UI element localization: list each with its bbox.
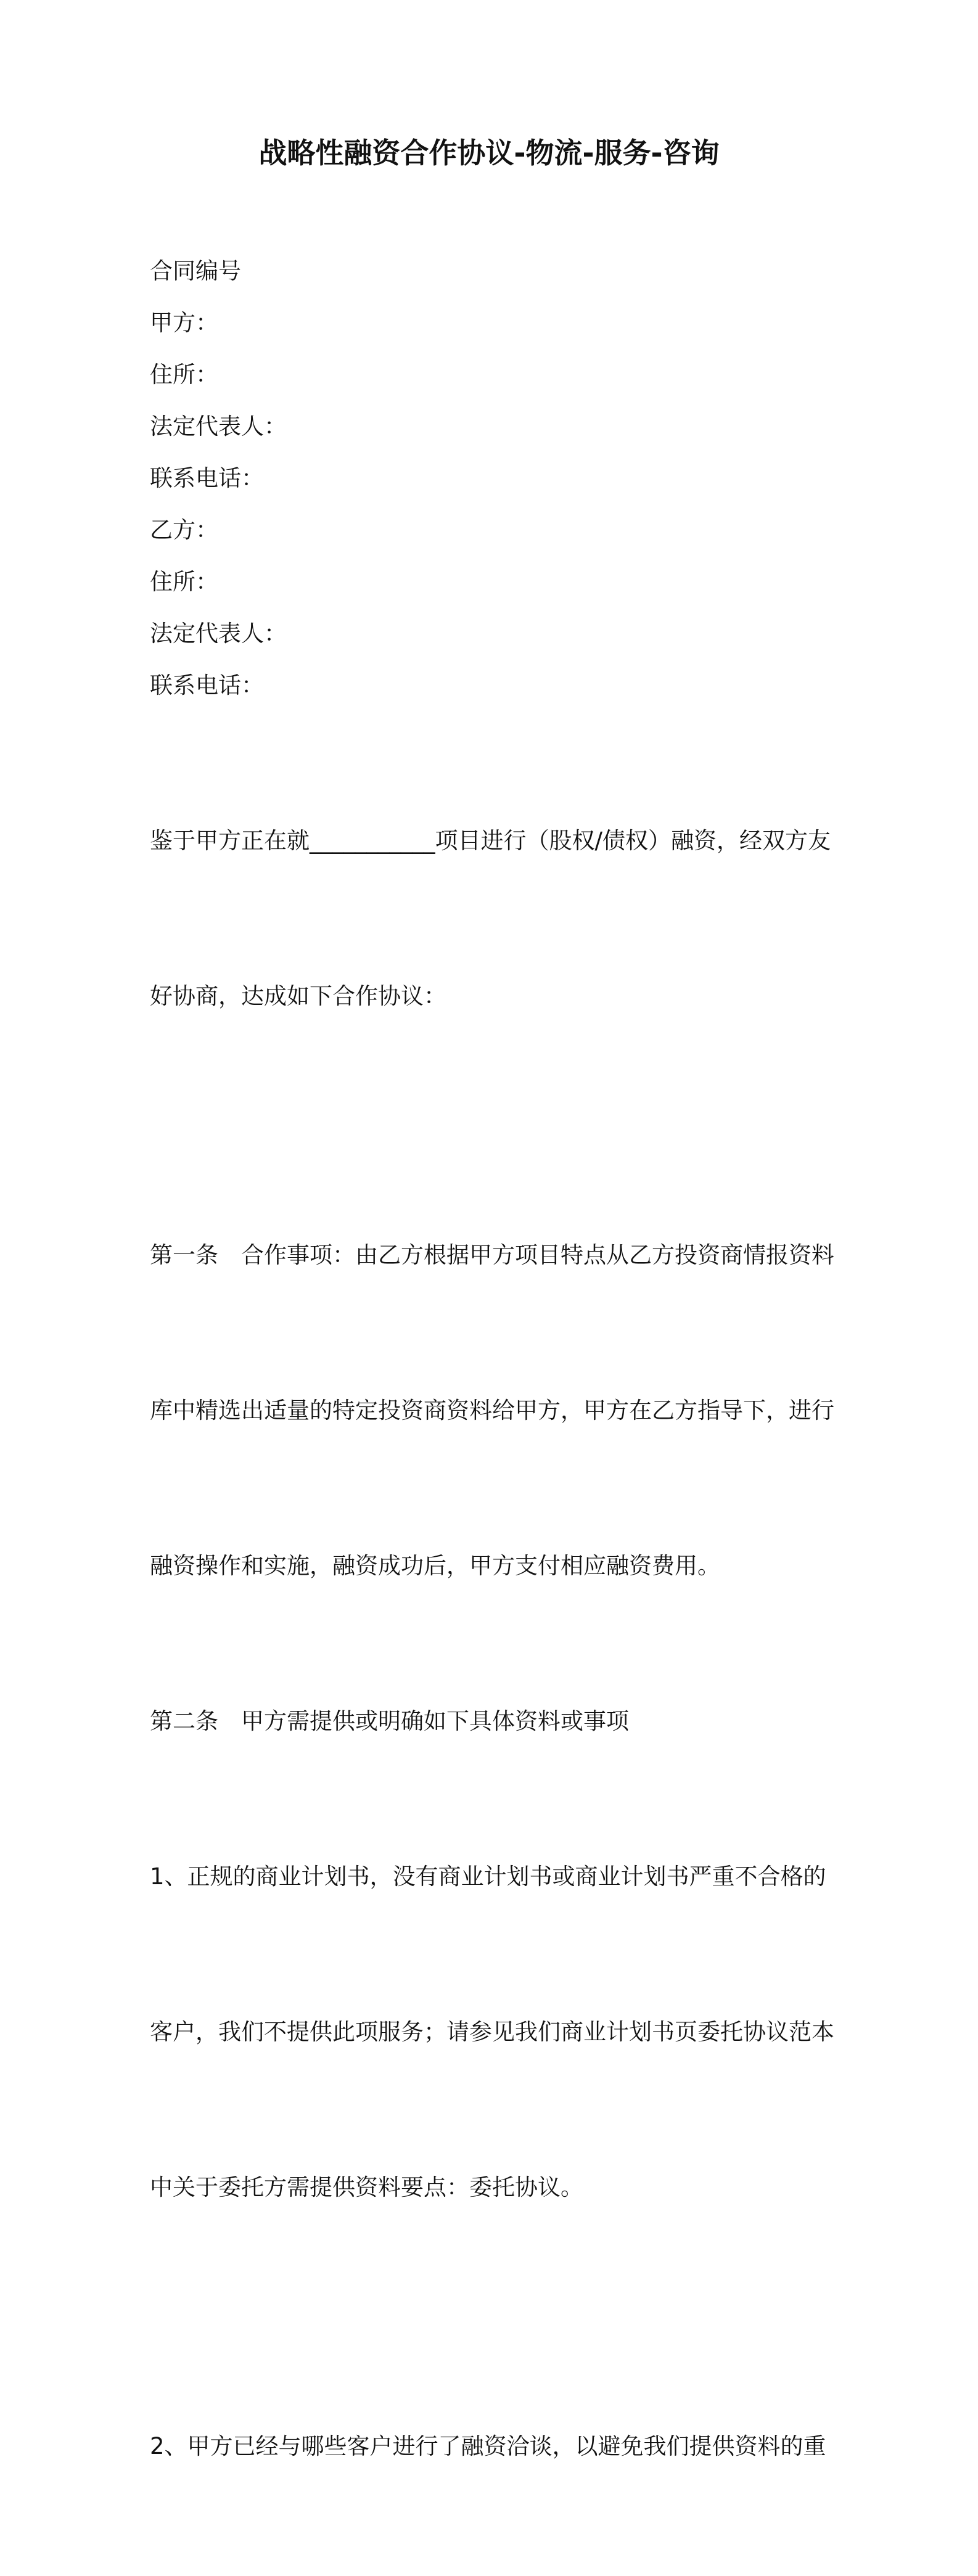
article-2-heading: 第二条 甲方需提供或明确如下具体资料或事项 <box>150 1708 629 1734</box>
article-2-item-1-line: 客户，我们不提供此项服务；请参见我们商业计划书页委托协议范本 <box>150 2019 834 2045</box>
contract-number-field: 合同编号 <box>150 258 241 284</box>
party-b-address-field: 住所： <box>150 568 218 595</box>
preamble-line: 鉴于甲方正在就___________项目进行（股权/债权）融资，经双方友 <box>150 827 831 854</box>
party-b-phone-field: 联系电话： <box>150 672 264 699</box>
article-1-line: 融资操作和实施，融资成功后，甲方支付相应融资费用。 <box>150 1553 720 1579</box>
party-b-legal-rep-field: 法定代表人： <box>150 620 287 647</box>
party-a-address-field: 住所： <box>150 361 218 388</box>
article-1-paragraph <box>150 1126 834 1696</box>
preamble-paragraph <box>150 712 834 1126</box>
document-body <box>150 245 834 2576</box>
document-title: 战略性融资合作协议-物流-服务-咨询 <box>258 136 720 170</box>
party-a-field: 甲方： <box>150 310 218 336</box>
article-2-item-1-line: 1、正规的商业计划书，没有商业计划书或商业计划书严重不合格的 <box>150 1863 826 1890</box>
article-2-item-1-line: 中关于委托方需提供资料要点：委托协议。 <box>150 2174 583 2201</box>
article-2-item-2 <box>150 2317 834 2576</box>
party-a-phone-field: 联系电话： <box>150 465 264 491</box>
party-b-field: 乙方： <box>150 517 218 543</box>
article-1-line: 库中精选出适量的特定投资商资料给甲方，甲方在乙方指导下，进行 <box>150 1397 834 1424</box>
article-1-line: 第一条 合作事项：由乙方根据甲方项目特点从乙方投资商情报资料 <box>150 1242 834 1268</box>
article-2-item-1 <box>150 1747 834 2317</box>
article-2-item-2-line: 2、甲方已经与哪些客户进行了融资洽谈，以避免我们提供资料的重 <box>150 2433 826 2459</box>
party-a-legal-rep-field: 法定代表人： <box>150 413 287 440</box>
preamble-line: 好协商，达成如下合作协议： <box>150 983 446 1009</box>
